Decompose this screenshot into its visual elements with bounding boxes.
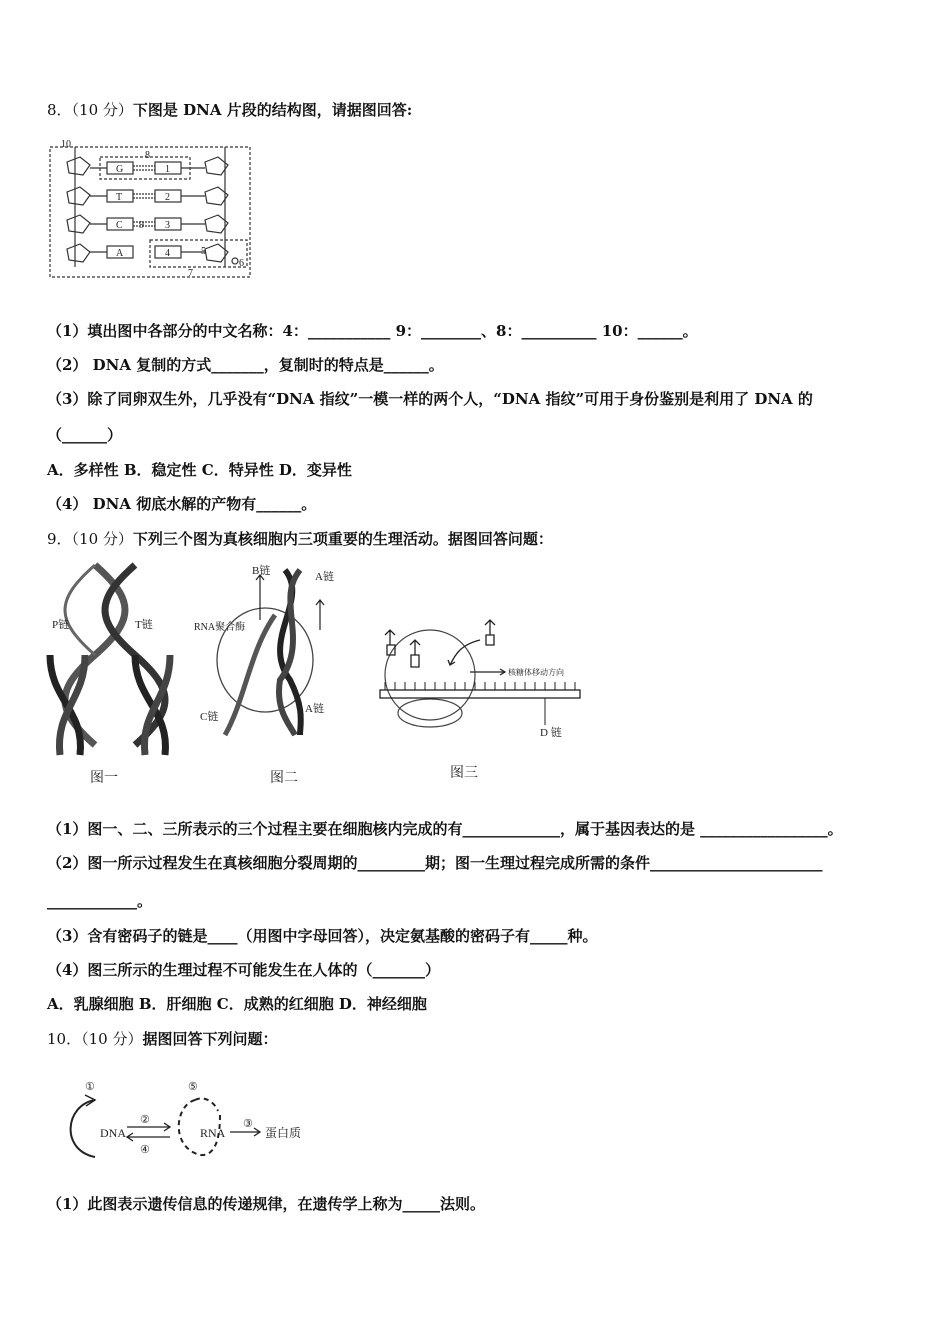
q10-label-1: ① [85, 1081, 95, 1093]
q9-fig3-caption: 图三 [450, 766, 478, 781]
q8-label-C: C [116, 220, 123, 231]
q10-stem-line [47, 1029, 277, 1049]
q10-sub1: （1）此图表示遗传信息的传递规律，在遗传学上称为_____法则。 [47, 1195, 485, 1213]
q8-label-A: A [116, 248, 124, 259]
q9-sub1: （1）图一、二、三所表示的三个过程主要在细胞核内完成的有_____________，属于基因表达的是 _________________。 [47, 820, 843, 838]
q8-sub3-blank: （______） [47, 426, 123, 444]
q8-label-5: 5 [201, 246, 206, 257]
q9-options: A．乳腺细胞 B．肝细胞 C．成熟的红细胞 D．神经细胞 [47, 995, 427, 1013]
q9-number: 9． [47, 530, 72, 548]
q8-phosphate [232, 258, 238, 264]
q9-stem-line [47, 529, 553, 549]
q8-label-3: 3 [165, 220, 170, 231]
q10-label-3: ③ [243, 1118, 253, 1130]
q8-label-4: 4 [165, 248, 170, 259]
q8-number: 8． [47, 101, 72, 119]
q9-score: （10 分） [71, 530, 133, 548]
q8-label-9: 9 [139, 220, 144, 231]
q9-stem: 下列三个图为真核细胞内三项重要的生理活动。据图回答问题： [132, 530, 553, 548]
q8-stem: 下图是 DNA 片段的结构图，请据图回答: [132, 101, 413, 119]
q8-sub3: （3）除了同卵双生外，几乎没有“DNA 指纹”一模一样的两个人，“DNA 指纹”可用于身份鉴别是利用了 DNA 的 [47, 390, 813, 408]
q10-central-dogma-figure [60, 1075, 350, 1170]
q8-label-2: 2 [165, 192, 170, 203]
q9-fig2-label-a-bottom: A链 [305, 703, 324, 715]
q9-fig2-label-b: B链 [252, 565, 271, 577]
q10-label-protein: 蛋白质 [265, 1126, 302, 1140]
q9-fig3-label-direction: 核糖体移动方向 [508, 668, 564, 677]
q10-score: （10 分） [81, 1030, 143, 1048]
q9-fig3-ribosome [385, 630, 475, 720]
q10-label-2: ② [140, 1114, 150, 1126]
q9-sub2: （2）图一所示过程发生在真核细胞分裂周期的_________期；图一生理过程完成所需的条件_______________________ [47, 854, 823, 872]
q9-fig2-label-rna-polymerase: RNA聚合酶 [194, 622, 246, 633]
q9-figure-2 [190, 560, 350, 790]
q10-stem: 据图回答下列问题： [142, 1030, 278, 1048]
q8-label-10: 10 [61, 139, 71, 150]
q9-sub4: （4）图三所示的生理过程不可能发生在人体的（_______） [47, 961, 440, 979]
q9-fig2-label-c: C链 [200, 711, 219, 723]
q9-fig1-label-t: T链 [135, 619, 153, 631]
q8-sub4: （4） DNA 彻底水解的产物有______。 [47, 495, 317, 513]
q10-label-rna: RNA [200, 1126, 226, 1140]
q8-dna-structure-figure [45, 137, 260, 280]
q9-sub3: （3）含有密码子的链是____（用图中字母回答），决定氨基酸的密码子有_____种。 [47, 927, 598, 945]
q8-sub1: （1）填出图中各部分的中文名称：4：___________ 9：________、8：__________ 10：______。 [47, 322, 698, 340]
q9-figure-1 [40, 560, 180, 790]
q9-fig3-mrna [380, 690, 580, 698]
q8-label-T: T [116, 192, 123, 203]
q8-score: （10 分） [71, 101, 133, 119]
q9-fig2-caption: 图二 [270, 771, 298, 786]
q8-label-1: 1 [165, 164, 170, 175]
q8-label-G: G [116, 164, 124, 175]
q9-figure-3 [360, 600, 590, 785]
q8-label-6: 6 [239, 258, 244, 269]
q8-left-sugars [67, 157, 90, 262]
q8-options: A．多样性 B．稳定性 C．特异性 D．变异性 [47, 461, 352, 479]
q10-label-5: ⑤ [188, 1081, 198, 1093]
q10-dna-replication-arc [71, 1100, 95, 1157]
q8-stem-line [47, 100, 412, 120]
q8-base-rects [107, 162, 181, 258]
q9-fig1-caption: 图一 [90, 771, 118, 786]
q8-label-7: 7 [188, 268, 193, 279]
q9-fig3-label-d: D 链 [540, 727, 562, 739]
q9-fig2-label-a-top: A链 [315, 571, 334, 583]
q10-label-dna: DNA [100, 1126, 126, 1140]
q10-number: 10． [47, 1030, 82, 1048]
q9-sub2-cont: ____________。 [47, 892, 153, 910]
q8-sub2: （2） DNA 复制的方式_______，复制时的特点是______。 [47, 356, 444, 374]
q9-fig1-label-p: P链 [52, 619, 70, 631]
q8-label-8: 8 [145, 150, 150, 161]
q10-label-4: ④ [140, 1144, 150, 1156]
